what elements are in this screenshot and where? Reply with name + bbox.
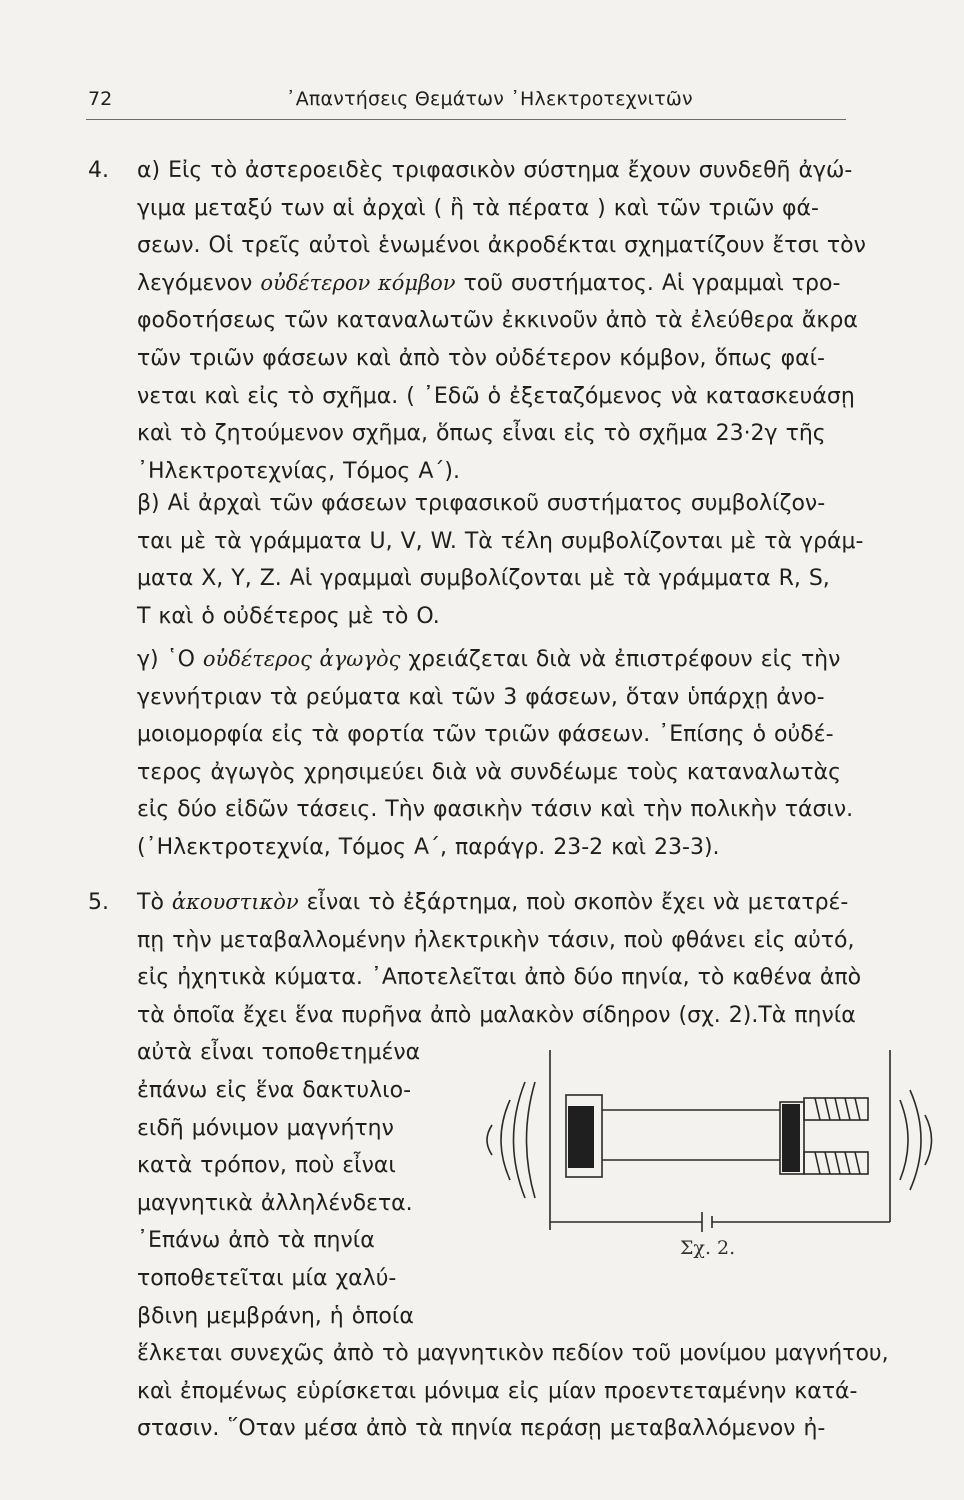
text-line: σεων. Οἱ τρεῖς αὐτοὶ ἑνωμένοι ἀκροδέκται σχηματίζουν ἔτσι τὸν [137, 233, 866, 259]
text-line: ᾿Επάνω ἀπὸ τὰ πηνία [137, 1228, 375, 1254]
answer-4b [137, 485, 863, 635]
text-line: μαγνητικὰ ἀλληλένδετα. [137, 1190, 413, 1216]
text-line: πῃ τὴν μεταβαλλομένην ἠλεκτρικὴν τάσιν, ποὺ φθάνει εἰς αὐτό, [137, 927, 855, 953]
answer-4c [137, 641, 853, 867]
text-line: φοδοτήσεως τῶν καταναλωτῶν ἐκκινοῦν ἀπὸ τὰ ἐλεύθερα ἄκρα [137, 308, 858, 334]
text-line: (᾿Ηλεκτροτεχνία, Τόμος Α΄, παράγρ. 23-2 καὶ 23-3). [137, 834, 720, 860]
text-line: κατὰ τρόπον, ποὺ εἶναι [137, 1153, 396, 1179]
text-line: ται μὲ τὰ γράμματα U, V, W. Τὰ τέλη συμβολίζονται μὲ τὰ γράμ- [137, 528, 864, 554]
text-line [137, 641, 853, 679]
sound-wave-right-3 [925, 1115, 932, 1165]
italic-term: ἀκουστικὸν [171, 890, 299, 914]
text-line: ᾿Ηλεκτροτεχνίας, Τόμος Α΄). [137, 458, 460, 484]
sound-wave-right-1 [900, 1100, 908, 1180]
sound-wave-left-2 [501, 1100, 510, 1180]
text-fragment: γ) ῾Ο [137, 647, 203, 672]
text-line: τῶν τριῶν φάσεων καὶ ἀπὸ τὸν οὐδέτερον κόμβον, ὅπως φαί- [137, 345, 825, 371]
question-number-4: 4. [88, 158, 109, 183]
page-header [88, 84, 848, 114]
question-number-5: 5. [88, 890, 109, 915]
text-line: τοποθετεῖται μία χαλύ- [137, 1265, 397, 1291]
text-line: τὰ ὁποῖα ἔχει ἕνα πυρῆνα ἀπὸ μαλακὸν σίδηρον (σχ. 2).Τὰ πηνία [137, 1002, 856, 1028]
text-line: καὶ τὸ ζητούμενον σχῆμα, ὅπως εἶναι εἰς τὸ σχῆμα 23·2γ τῆς [137, 421, 826, 447]
page-number: 72 [88, 88, 113, 110]
text-line: ἕλκεται συνεχῶς ἀπὸ τὸ μαγνητικὸν πεδίον τοῦ μονίμου μαγνήτου, [137, 1341, 889, 1367]
text-line: εἰς ἠχητικὰ κύματα. ᾿Αποτελεῖται ἀπὸ δύο πηνία, τὸ καθένα ἀπὸ [137, 965, 862, 991]
text-line: βδινη μεμβράνη, ἡ ὁποία [137, 1303, 414, 1329]
text-fragment: Τὸ [137, 890, 172, 915]
text-fragment: λεγόμενον [137, 270, 261, 296]
header-rule [86, 119, 846, 120]
text-line: ειδῆ μόνιμον μαγνήτην [137, 1115, 394, 1141]
text-line: β) Αἱ ἀρχαὶ τῶν φάσεων τριφασικοῦ συστήματος συμβολίζον- [137, 491, 826, 516]
text-line: α) Εἰς τὸ ἀστεροειδὲς τριφασικὸν σύστημα ἔχουν συνδεθῆ ἀγώ- [137, 158, 853, 183]
text-line [137, 265, 866, 303]
text-line [137, 884, 889, 922]
coil-bottom-windings [815, 1152, 860, 1174]
text-fragment: τοῦ συστήματος. Αἱ γραμμαὶ τρο- [455, 270, 841, 296]
text-line: εἰς δύο εἰδῶν τάσεις. Τὴν φασικὴν τάσιν καὶ τὴν πολικὴν τάσιν. [137, 797, 854, 823]
right-magnet-core [782, 1104, 800, 1172]
text-line: αὐτὰ εἶναι τοποθετημένα [137, 1040, 421, 1066]
text-line: γιμα μεταξύ των αἱ ἀρχαὶ ( ἢ τὰ πέρατα ) καὶ τῶν τριῶν φά- [137, 195, 819, 221]
figure-caption: Σχ. 2. [680, 1237, 736, 1259]
text-line: στασιν. ῞Οταν μέσα ἀπὸ τὰ πηνία περάσῃ μεταβαλλόμενον ἠ- [137, 1416, 826, 1442]
coil-top-windings [815, 1098, 860, 1120]
sound-wave-right-2 [910, 1090, 921, 1190]
text-line: καὶ ἐπομένως εὑρίσκεται μόνιμα εἰς μίαν προεντεταμένην κατά- [137, 1378, 858, 1404]
text-fragment: χρειάζεται διὰ νὰ ἐπιστρέφουν εἰς τὴν [400, 647, 841, 672]
text-line: γεννήτριαν τὰ ρεύματα καὶ τῶν 3 φάσεων, ὅταν ὑπάρχῃ ἀνο- [137, 684, 825, 710]
sound-wave-left-1 [487, 1125, 492, 1155]
left-magnet-core [568, 1106, 594, 1168]
text-line: ματα X, Y, Z. Αἱ γραμμαὶ συμβολίζονται μὲ τὰ γράμματα R, S, [137, 566, 830, 592]
italic-term: οὐδέτερος ἀγωγὸς [202, 647, 401, 671]
running-title: ᾿Απαντήσεις Θεμάτων ᾿Ηλεκτροτεχνιτῶν [286, 88, 693, 110]
italic-term: οὐδέτερον κόμβον [260, 270, 456, 295]
earphone-diagram-icon [470, 1040, 950, 1240]
text-line: ἐπάνω εἰς ἕνα δακτυλιο- [137, 1077, 412, 1103]
sound-wave-left-3 [514, 1082, 526, 1198]
sound-wave-left-4 [527, 1082, 536, 1198]
answer-4a [137, 152, 866, 490]
text-line: νεται καὶ εἰς τὸ σχῆμα. ( ᾿Εδῶ ὁ ἐξεταζόμενος νὰ κατασκευάσῃ [137, 383, 855, 409]
text-line: τερος ἀγωγὸς χρησιμεύει διὰ νὰ συνδέωμε τοὺς καταναλωτὰς [137, 759, 841, 785]
text-fragment: εἶναι τὸ ἐξάρτημα, ποὺ σκοπὸν ἔχει νὰ μετατρέ- [298, 890, 849, 915]
text-line: μοιομορφία εἰς τὰ φορτία τῶν τριῶν φάσεων. ᾿Επίσης ὁ οὐδέ- [137, 722, 834, 748]
text-line: T καὶ ὁ οὐδέτερος μὲ τὸ O. [137, 603, 440, 629]
